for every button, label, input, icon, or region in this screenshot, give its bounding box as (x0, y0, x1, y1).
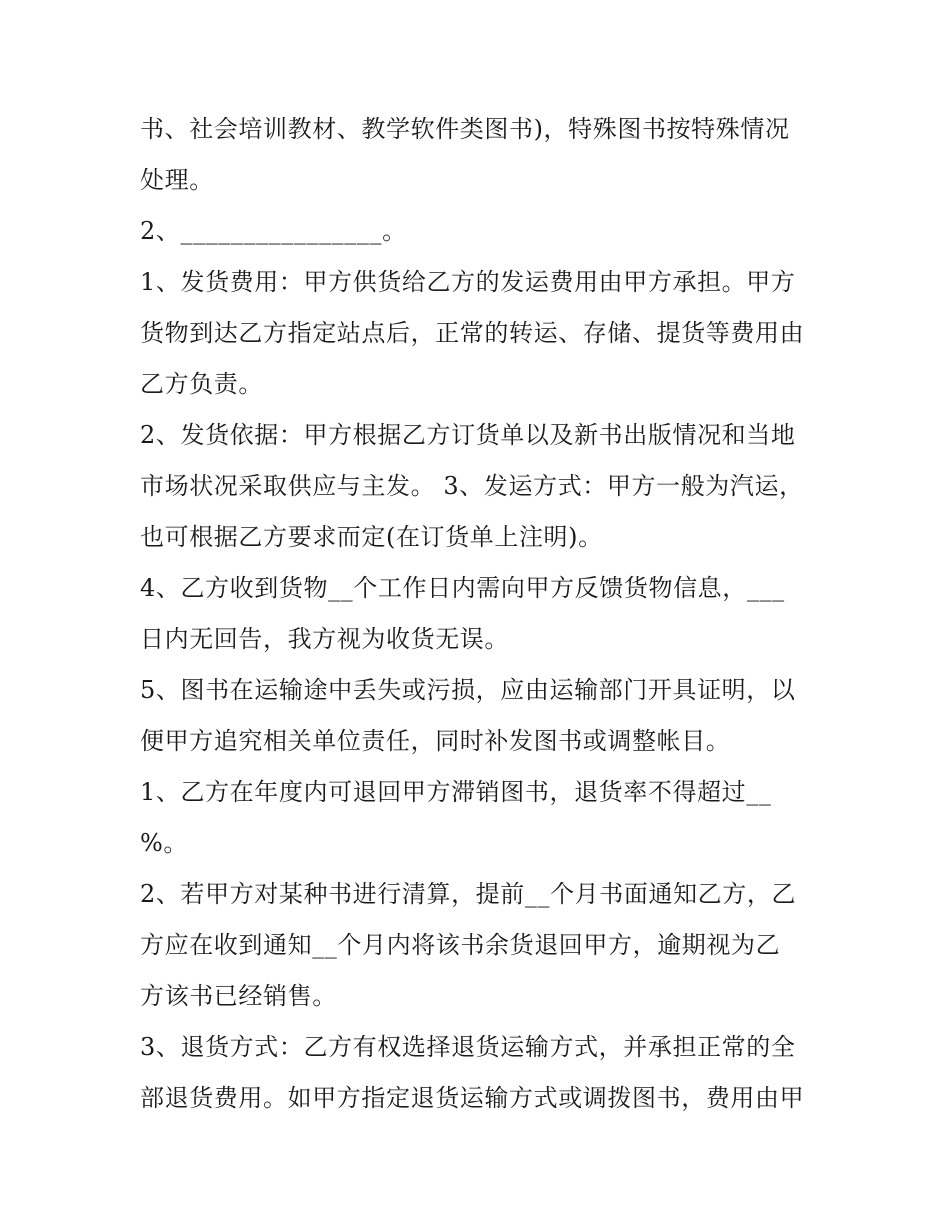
text-line: 4、乙方收到货物__个工作日内需向甲方反馈货物信息，___ (140, 574, 785, 602)
text-line: 方应在收到通知__个月内将该书余货退回甲方，逾期视为乙 (140, 931, 781, 959)
text-line: 市场状况采取供应与主发。 3、发运方式：甲方一般为汽运， (140, 472, 804, 500)
text-line: 方该书已经销售。 (140, 982, 337, 1010)
text-line: 2、发货依据：甲方根据乙方订货单以及新书出版情况和当地 (140, 421, 796, 449)
text-line: 2、________________。 (140, 217, 407, 245)
text-line: 货物到达乙方指定站点后，正常的转运、存储、提货等费用由 (140, 319, 805, 347)
text-line: 部退货费用。如甲方指定退货运输方式或调拨图书，费用由甲 (140, 1084, 805, 1112)
text-line: 书、社会培训教材、教学软件类图书)，特殊图书按特殊情况 (140, 115, 790, 143)
text-line: 便甲方追究相关单位责任，同时补发图书或调整帐目。 (140, 727, 731, 755)
text-line: 日内无回告，我方视为收货无误。 (140, 625, 509, 653)
text-line: 也可根据乙方要求而定(在订货单上注明)。 (140, 523, 603, 551)
text-line: 3、退货方式：乙方有权选择退货运输方式，并承担正常的全 (140, 1033, 796, 1061)
text-line: 5、图书在运输途中丢失或污损，应由运输部门开具证明，以 (140, 676, 796, 704)
text-line: 处理。 (140, 166, 214, 194)
text-line: 1、乙方在年度内可退回甲方滞销图书，退货率不得超过__ (140, 778, 772, 806)
text-line: 乙方负责。 (140, 370, 263, 398)
text-line: 1、发货费用：甲方供货给乙方的发运费用由甲方承担。甲方 (140, 268, 796, 296)
text-line: 2、若甲方对某种书进行清算，提前__个月书面通知乙方，乙 (140, 880, 797, 908)
text-line: %。 (140, 829, 189, 857)
